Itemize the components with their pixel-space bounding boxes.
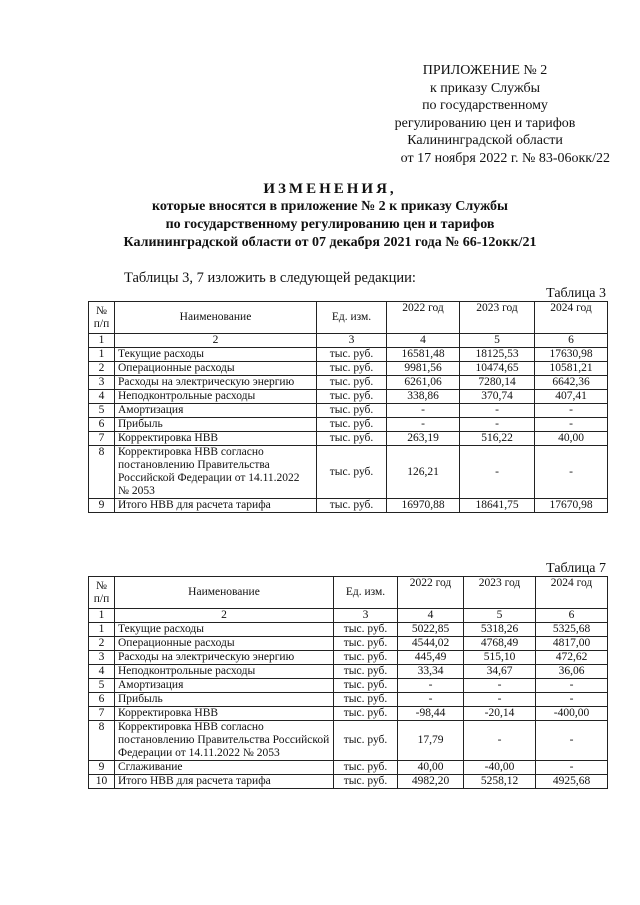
row-number: 1 <box>89 623 115 637</box>
value-2023: 516,22 <box>460 432 535 446</box>
row-unit: тыс. руб. <box>317 362 387 376</box>
table-row <box>89 721 608 761</box>
document-title <box>60 180 600 252</box>
row-unit: тыс. руб. <box>334 623 398 637</box>
header-2023: 2023 год <box>460 302 535 334</box>
appendix-header <box>360 62 610 167</box>
row-unit: тыс. руб. <box>317 418 387 432</box>
row-name: Итого НВВ для расчета тарифа <box>115 775 334 789</box>
table-row <box>89 446 608 499</box>
value-2022: - <box>387 404 460 418</box>
value-2024: 407,41 <box>535 390 608 404</box>
appendix-line: к приказу Службы <box>430 80 540 96</box>
appendix-line: от 17 ноября 2022 г. № 83-06окк/22 <box>400 150 610 166</box>
value-2022: - <box>387 418 460 432</box>
value-2023: 5318,26 <box>464 623 536 637</box>
value-2023: - <box>460 404 535 418</box>
value-2023: - <box>464 679 536 693</box>
value-2024: 4925,68 <box>536 775 608 789</box>
row-name: Операционные расходы <box>115 637 334 651</box>
value-2023: 370,74 <box>460 390 535 404</box>
row-name: Текущие расходы <box>115 623 334 637</box>
row-number: 2 <box>89 637 115 651</box>
value-2022: 6261,06 <box>387 376 460 390</box>
table-row <box>89 418 608 432</box>
table-row <box>89 707 608 721</box>
row-name: Корректировка НВВ <box>115 707 334 721</box>
value-2022: 9981,56 <box>387 362 460 376</box>
title-line: по государственному регулированию цен и тарифов <box>165 217 495 232</box>
row-unit: тыс. руб. <box>334 775 398 789</box>
column-number: 1 <box>89 334 115 348</box>
header-2024: 2024 год <box>535 302 608 334</box>
column-numbering-row <box>89 609 608 623</box>
table-row <box>89 362 608 376</box>
value-2022: - <box>398 693 464 707</box>
value-2024: 6642,36 <box>535 376 608 390</box>
value-2024: 40,00 <box>535 432 608 446</box>
row-name: Итого НВВ для расчета тарифа <box>115 499 317 513</box>
row-number: 10 <box>89 775 115 789</box>
header-unit: Ед. изм. <box>334 577 398 609</box>
appendix-line: ПРИЛОЖЕНИЕ № 2 <box>422 63 548 78</box>
row-number: 6 <box>89 418 115 432</box>
header-2023: 2023 год <box>464 577 536 609</box>
column-number: 3 <box>334 609 398 623</box>
table-row <box>89 499 608 513</box>
value-2024: - <box>536 721 608 761</box>
value-2024: - <box>536 761 608 775</box>
value-2022: 263,19 <box>387 432 460 446</box>
header-name: Наименование <box>115 577 334 609</box>
column-number: 2 <box>115 609 334 623</box>
row-name: Неподконтрольные расходы <box>115 390 317 404</box>
value-2024: - <box>536 693 608 707</box>
header-2022: 2022 год <box>387 302 460 334</box>
table-row <box>89 761 608 775</box>
value-2022: 4544,02 <box>398 637 464 651</box>
value-2022: 126,21 <box>387 446 460 499</box>
row-name: Неподконтрольные расходы <box>115 665 334 679</box>
row-number: 5 <box>89 404 115 418</box>
value-2023: 34,67 <box>464 665 536 679</box>
value-2022: 445,49 <box>398 651 464 665</box>
row-name: Прибыль <box>115 418 317 432</box>
row-name: Текущие расходы <box>115 348 317 362</box>
value-2024: 472,62 <box>536 651 608 665</box>
row-name: Корректировка НВВ согласно постановлению Правительства Российской Федерации от 14.11.2022 № 2053 <box>115 721 334 761</box>
title-line: которые вносятся в приложение № 2 к приказу Службы <box>151 199 508 214</box>
value-2023: - <box>464 693 536 707</box>
title-line: Калининградской области от 07 декабря 2021 года № 66-12окк/21 <box>123 235 537 250</box>
column-number: 2 <box>115 334 317 348</box>
row-number: 7 <box>89 707 115 721</box>
table-row <box>89 390 608 404</box>
table-row <box>89 775 608 789</box>
appendix-line: по государственному <box>422 98 548 113</box>
value-2024: 17670,98 <box>535 499 608 513</box>
table-row <box>89 404 608 418</box>
table-header-row <box>89 577 608 609</box>
row-unit: тыс. руб. <box>334 721 398 761</box>
row-number: 1 <box>89 348 115 362</box>
row-unit: тыс. руб. <box>317 432 387 446</box>
row-number: 8 <box>89 446 115 499</box>
table-row <box>89 432 608 446</box>
value-2023: 18641,75 <box>460 499 535 513</box>
value-2024: 5325,68 <box>536 623 608 637</box>
value-2023: - <box>460 446 535 499</box>
header-2022: 2022 год <box>398 577 464 609</box>
value-2022: 5022,85 <box>398 623 464 637</box>
column-number: 4 <box>398 609 464 623</box>
row-number: 3 <box>89 376 115 390</box>
row-unit: тыс. руб. <box>317 390 387 404</box>
table-row <box>89 693 608 707</box>
table-row <box>89 348 608 362</box>
table-row <box>89 637 608 651</box>
row-name: Прибыль <box>115 693 334 707</box>
row-number: 9 <box>89 499 115 513</box>
table-row <box>89 376 608 390</box>
intro-text: Таблицы 3, 7 изложить в следующей редакции: <box>124 270 416 286</box>
value-2022: 16970,88 <box>387 499 460 513</box>
value-2023: 4768,49 <box>464 637 536 651</box>
value-2023: 515,10 <box>464 651 536 665</box>
row-number: 4 <box>89 665 115 679</box>
row-number: 5 <box>89 679 115 693</box>
row-name: Расходы на электрическую энергию <box>115 376 317 390</box>
value-2024: - <box>535 446 608 499</box>
column-number: 5 <box>460 334 535 348</box>
row-name: Корректировка НВВ согласно постановлению Правительства Российской Федерации от 14.11.2022 № 2053 <box>115 446 317 499</box>
row-unit: тыс. руб. <box>334 707 398 721</box>
value-2022: 17,79 <box>398 721 464 761</box>
value-2024: - <box>536 679 608 693</box>
column-number: 5 <box>464 609 536 623</box>
row-unit: тыс. руб. <box>317 446 387 499</box>
row-unit: тыс. руб. <box>317 348 387 362</box>
row-name: Операционные расходы <box>115 362 317 376</box>
table-header-row <box>89 302 608 334</box>
table-row <box>89 651 608 665</box>
table7-caption: Таблица 7 <box>546 561 606 576</box>
title-main: ИЗМЕНЕНИЯ, <box>263 181 397 197</box>
row-unit: тыс. руб. <box>334 693 398 707</box>
value-2022: - <box>398 679 464 693</box>
row-number: 8 <box>89 721 115 761</box>
value-2024: 36,06 <box>536 665 608 679</box>
value-2024: 10581,21 <box>535 362 608 376</box>
row-number: 3 <box>89 651 115 665</box>
table-row <box>89 623 608 637</box>
row-name: Сглаживание <box>115 761 334 775</box>
column-number: 3 <box>317 334 387 348</box>
value-2022: 4982,20 <box>398 775 464 789</box>
row-name: Амортизация <box>115 679 334 693</box>
value-2024: - <box>535 404 608 418</box>
header-unit: Ед. изм. <box>317 302 387 334</box>
row-name: Амортизация <box>115 404 317 418</box>
row-number: 4 <box>89 390 115 404</box>
value-2024: - <box>535 418 608 432</box>
column-number: 6 <box>536 609 608 623</box>
value-2023: 18125,53 <box>460 348 535 362</box>
row-name: Расходы на электрическую энергию <box>115 651 334 665</box>
row-number: 2 <box>89 362 115 376</box>
value-2022: 338,86 <box>387 390 460 404</box>
header-name: Наименование <box>115 302 317 334</box>
row-unit: тыс. руб. <box>317 376 387 390</box>
value-2023: - <box>464 721 536 761</box>
appendix-line: Калининградской области <box>407 133 563 148</box>
row-unit: тыс. руб. <box>317 404 387 418</box>
appendix-line: регулированию цен и тарифов <box>394 115 576 131</box>
value-2022: 33,34 <box>398 665 464 679</box>
value-2022: 40,00 <box>398 761 464 775</box>
table-row <box>89 679 608 693</box>
row-unit: тыс. руб. <box>317 499 387 513</box>
table-row <box>89 665 608 679</box>
header-number: № п/п <box>89 577 115 609</box>
row-number: 6 <box>89 693 115 707</box>
value-2023: 10474,65 <box>460 362 535 376</box>
value-2024: -400,00 <box>536 707 608 721</box>
row-unit: тыс. руб. <box>334 651 398 665</box>
value-2023: -20,14 <box>464 707 536 721</box>
row-unit: тыс. руб. <box>334 679 398 693</box>
row-unit: тыс. руб. <box>334 761 398 775</box>
value-2024: 17630,98 <box>535 348 608 362</box>
row-number: 7 <box>89 432 115 446</box>
value-2024: 4817,00 <box>536 637 608 651</box>
column-numbering-row <box>89 334 608 348</box>
header-number: № п/п <box>89 302 115 334</box>
column-number: 6 <box>535 334 608 348</box>
value-2022: -98,44 <box>398 707 464 721</box>
value-2023: 7280,14 <box>460 376 535 390</box>
value-2022: 16581,48 <box>387 348 460 362</box>
row-name: Корректировка НВВ <box>115 432 317 446</box>
value-2023: 5258,12 <box>464 775 536 789</box>
header-2024: 2024 год <box>536 577 608 609</box>
table-3 <box>88 301 608 513</box>
column-number: 1 <box>89 609 115 623</box>
column-number: 4 <box>387 334 460 348</box>
row-unit: тыс. руб. <box>334 637 398 651</box>
table3-caption: Таблица 3 <box>546 286 606 301</box>
value-2023: -40,00 <box>464 761 536 775</box>
table-7 <box>88 576 608 789</box>
value-2023: - <box>460 418 535 432</box>
row-number: 9 <box>89 761 115 775</box>
row-unit: тыс. руб. <box>334 665 398 679</box>
